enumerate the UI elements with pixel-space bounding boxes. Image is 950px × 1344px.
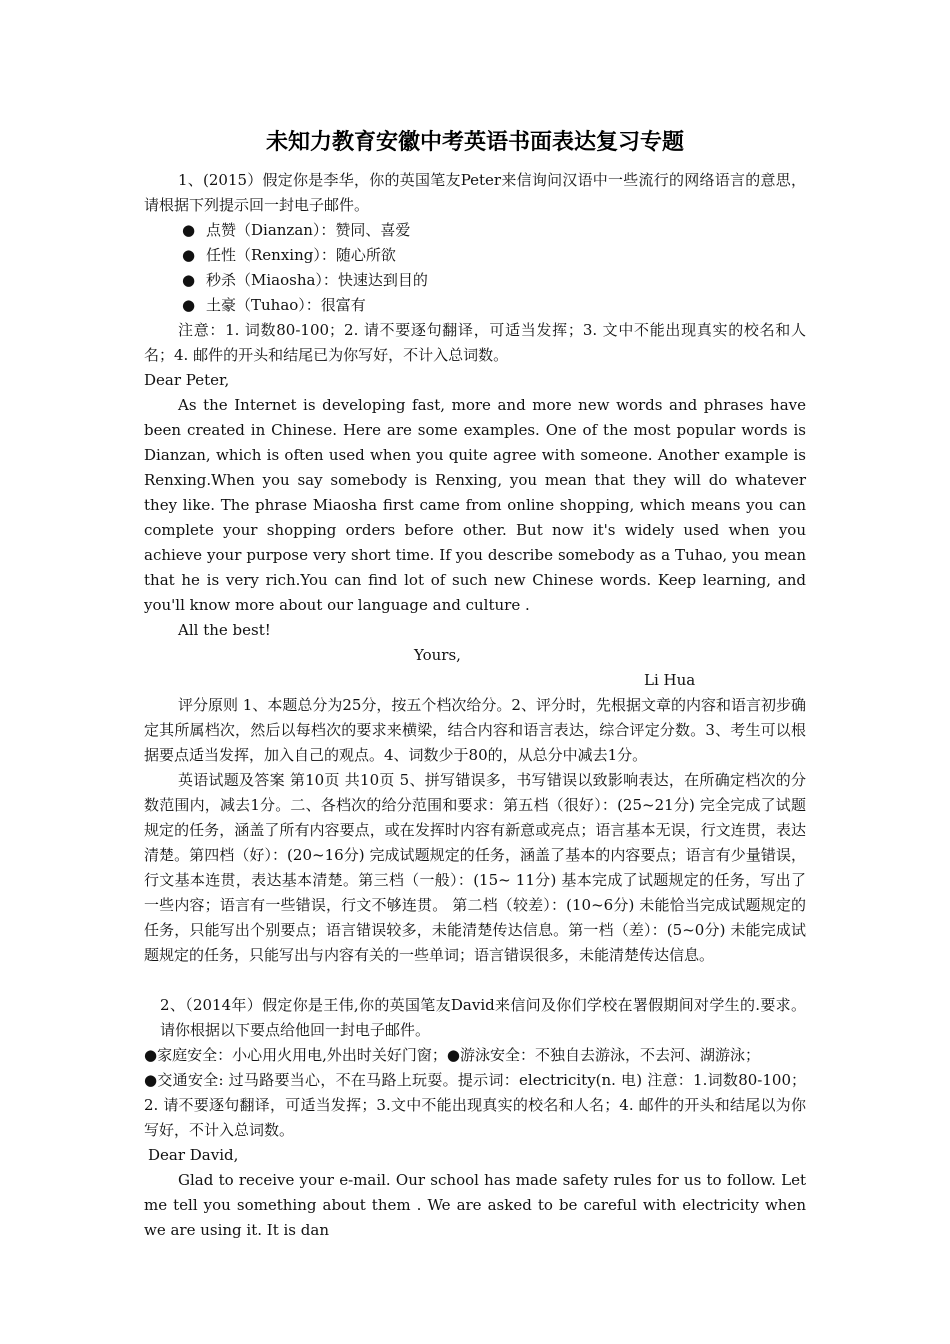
- question-2-points-line-1: ●家庭安全：小心用火用电,外出时关好门窗；●游泳安全：不独自去游泳，不去河、湖游泳；: [144, 1046, 760, 1064]
- question-1-note: 注意：1. 词数80-100；2. 请不要逐句翻译，可适当发挥；3. 文中不能出现真实的校名和人名；4. 邮件的开头和结尾已为你写好，不计入总词数。: [144, 321, 806, 364]
- bullet-dot-icon: ●: [182, 246, 196, 264]
- question-1-bullet-1: [144, 218, 806, 243]
- bullet-dot-icon: ●: [182, 271, 196, 289]
- question-2-points-line-2: ●交通安全: 过马路要当心，不在马路上玩耍。提示词：electricity(n. 电) 注意：1.词数80-100；2. 请不要逐句翻译，可适当发挥；3.文中不能出现真实的校名和人名；4. 邮件的开头和结尾以为你写好，不计入总词数。: [144, 1071, 806, 1139]
- bullet-text: 土豪（Tuhao）：很富有: [206, 296, 366, 314]
- bullet-dot-icon: ●: [182, 221, 196, 239]
- question-2-prompt: 2、（2014年）假定你是王伟,你的英国笔友David来信问及你们学校在署假期间对学生的.要求。请你根据以下要点给他回一封电子邮件。: [160, 996, 806, 1039]
- bullet-text: 秒杀（Miaosha）：快速达到目的: [206, 271, 428, 289]
- letter-1-signature: Li Hua: [644, 671, 696, 689]
- document-title: 未知力教育安徽中考英语书面表达复习专题: [265, 130, 684, 155]
- letter-1-closing: All the best!: [178, 621, 271, 639]
- letter-1-body: As the Internet is developing fast, more and more new words and phrases have been created in Chinese. Here are some examples. One of the most popular words is Dianzan, which is often used when you quite agree with someone. Another example is Renxing.When you say somebody is Renxing, you mean that they will do whatever they like. The phrase Miaosha first came from online shopping, which means you can complete your shopping orders before other. But now it's widely used when you achieve your purpose very short time. If you describe somebody as a Tuhao, you mean that he is very rich.You can find lot of such new Chinese words. Keep learning, and you'll know more about our language and culture .: [144, 396, 806, 614]
- question-1-bullet-2: [144, 243, 806, 268]
- letter-1-yours: Yours,: [414, 646, 461, 664]
- letter-2-body: Glad to receive your e-mail. Our school has made safety rules for us to follow. Let me tell you something about them . We are asked to be careful with electricity when we are using it. It is dan: [144, 1171, 806, 1239]
- scoring-levels: 英语试题及答案 第10页 共10页 5、拼写错误多，书写错误以致影响表达，在所确定档次的分数范围内，减去1分。二、各档次的给分范围和要求：第五档（很好）：(25~21分) 完全完成了试题规定的任务，涵盖了所有内容要点，或在发挥时内容有新意或亮点；语言基本无误，行文连贯，表达清楚。第四档（好）：(20~16分) 完成试题规定的任务，涵盖了基本的内容要点；语言有少量错误，行文基本连贯，表达基本清楚。第三档（一般）：(15~ 11分) 基本完成了试题规定的任务，写出了一些内容；语言有一些错误，行文不够连贯。 第二档（较差）：(10~6分) 未能恰当完成试题规定的任务，只能写出个别要点；语言错误较多，未能清楚传达信息。第一档（差）：(5~0分) 未能完成试题规定的任务，只能写出与内容有关的一些单词；语言错误很多，未能清楚传达信息。: [144, 771, 806, 964]
- letter-1-greeting: Dear Peter,: [144, 371, 230, 389]
- bullet-text: 任性（Renxing）：随心所欲: [206, 246, 396, 264]
- document-page: [144, 128, 806, 1243]
- bullet-text: 点赞（Dianzan）：赞同、喜爱: [206, 221, 411, 239]
- question-1-bullet-3: [144, 268, 806, 293]
- question-1-prompt: 1、(2015）假定你是李华，你的英国笔友Peter来信询问汉语中一些流行的网络语言的意思，请根据下列提示回一封电子邮件。: [144, 171, 806, 214]
- letter-2-greeting: Dear David,: [148, 1146, 239, 1164]
- scoring-principles: 评分原则 1、本题总分为25分，按五个档次给分。2、评分时，先根据文章的内容和语言初步确定其所属档次，然后以每档次的要求来横梁，结合内容和语言表达，综合评定分数。3、考生可以根据要点适当发挥，加入自己的观点。4、词数少于80的，从总分中减去1分。: [144, 696, 806, 764]
- bullet-dot-icon: ●: [182, 296, 196, 314]
- section-spacer: [144, 968, 806, 993]
- question-1-bullet-4: [144, 293, 806, 318]
